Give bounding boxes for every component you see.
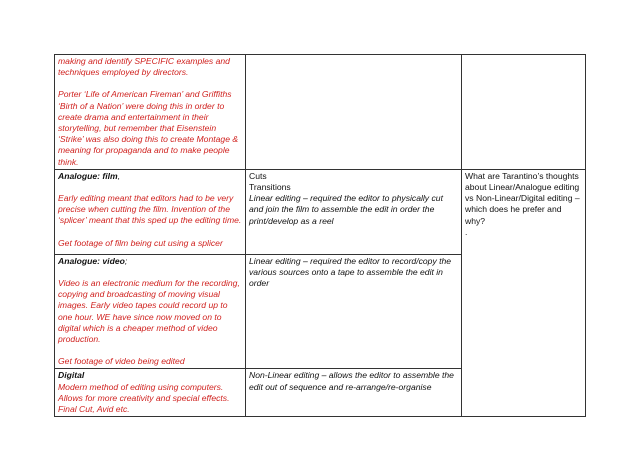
table-cell	[55, 169, 246, 254]
body-text: Get footage of video being edited	[58, 356, 185, 367]
table-cell	[55, 55, 246, 170]
body-text: .	[465, 226, 468, 237]
row-heading: Analogue: video	[58, 255, 125, 266]
question-text: What are Tarantino’s thoughts about Linear/Analogue editing vs Non-Linear/Digital editing – which does he prefer and why?	[465, 170, 580, 226]
body-text: Linear editing – required the editor to record/copy the various sources onto a tape to assemble the edit in order	[249, 255, 452, 289]
row-heading: Digital	[58, 370, 85, 381]
table-cell	[246, 369, 462, 417]
list-line: Cuts	[249, 170, 267, 181]
heading-punct: ,	[117, 170, 121, 181]
table-cell	[55, 369, 246, 417]
table-cell	[462, 55, 586, 170]
body-text: making and identify SPECIFIC examples and techniques employed by directors.	[58, 56, 230, 78]
lesson-plan-table	[54, 54, 586, 417]
body-text: Modern method of editing using computers. Allows for more creativity and special effects. Final Cut, Avid etc.	[58, 381, 230, 415]
body-text: Early editing meant that editors had to be very precise when cutting the film. Invention of the ‘splicer’ meant that this sped up the editing time.	[58, 193, 242, 226]
table-row	[55, 169, 586, 254]
table-row	[55, 55, 586, 170]
list-line: Transitions	[249, 182, 291, 193]
table-cell	[246, 254, 462, 369]
body-text: Porter ‘Life of American Fireman’ and Griffiths ‘Birth of a Nation’ were doing this in order to create drama and entertainment in their storytelling, but remember that Eisenstein ‘Strike’ was also doing this to create Montage & meaning for propaganda and to make people think.	[58, 89, 239, 167]
table-cell	[462, 169, 586, 416]
heading-punct: ;	[124, 255, 128, 266]
table-cell	[246, 169, 462, 254]
row-heading: Analogue: film	[58, 170, 118, 181]
body-text: Get footage of film being cut using a splicer	[58, 237, 223, 248]
table-cell	[246, 55, 462, 170]
body-text: Non-Linear editing – allows the editor to assemble the edit out of sequence and re-arrange/re-organise	[249, 370, 454, 392]
table-cell	[55, 254, 246, 369]
body-text: Video is an electronic medium for the recording, copying and broadcasting of moving visual images. Early video tapes could record up to one hour. WE have since now moved on to digital which is a cheaper method of video production.	[58, 278, 240, 345]
body-text: Linear editing – required the editor to physically cut and join the film to assemble the edit in order the print/develop as a reel	[249, 193, 443, 226]
